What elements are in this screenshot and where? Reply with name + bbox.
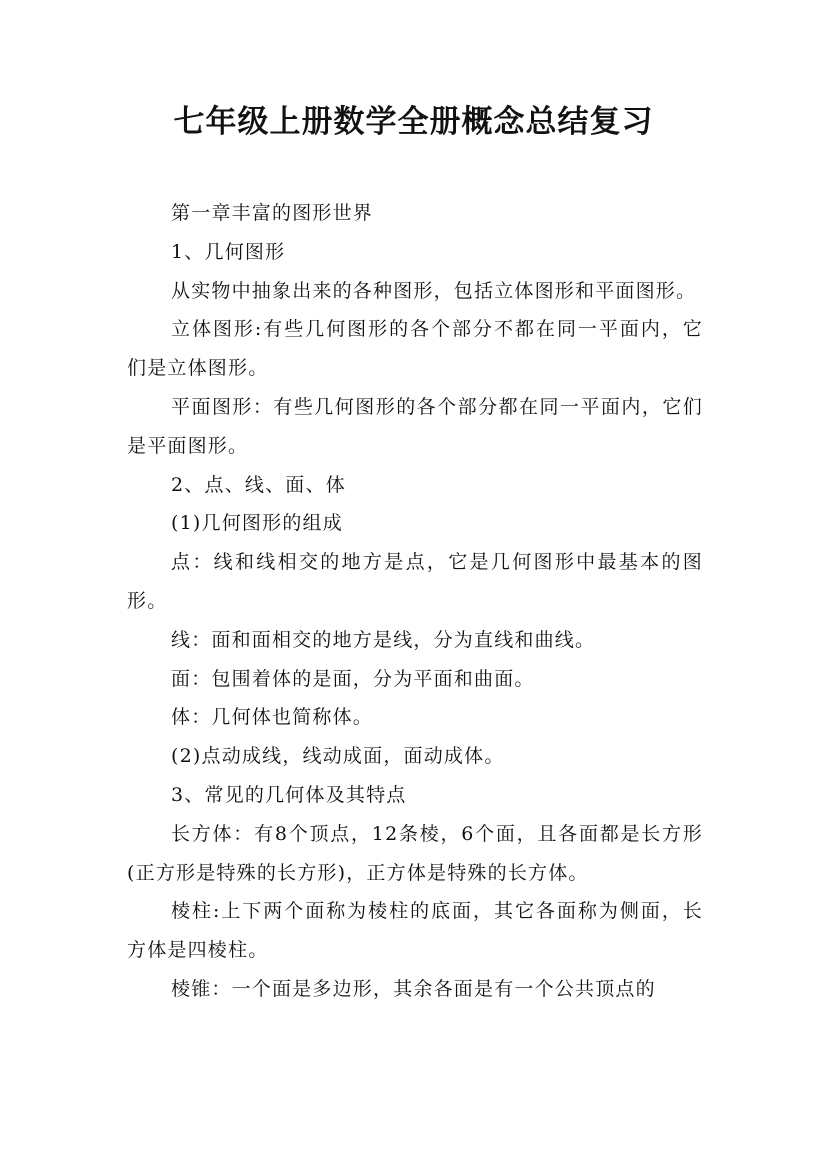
paragraph-plane-figures: 平面图形：有些几何图形的各个部分都在同一平面内，它们是平面图形。 xyxy=(127,395,703,457)
chapter-heading: 第一章丰富的图形世界 xyxy=(171,202,374,224)
section-heading-geometric-figures: 1、几何图形 xyxy=(171,240,286,263)
paragraph-surface: 面：包围着体的是面，分为平面和曲面。 xyxy=(171,667,535,690)
subsection-heading-composition: (1)几何图形的组成 xyxy=(171,512,343,535)
section-heading-common-solids: 3、常见的几何体及其特点 xyxy=(171,783,407,806)
paragraph-pyramid: 棱锥：一个面是多边形，其余各面是有一个公共顶点的 xyxy=(171,977,656,1000)
document-body xyxy=(127,194,703,1009)
paragraph-motion: (2)点动成线，线动成面，面动成体。 xyxy=(171,745,505,768)
paragraph-geometric-figures-definition: 从实物中抽象出来的各种图形，包括立体图形和平面图形。 xyxy=(171,279,697,302)
paragraph-solid-figures: 立体图形:有些几何图形的各个部分不都在同一平面内，它们是立体图形。 xyxy=(127,318,703,380)
paragraph-prism: 棱柱:上下两个面称为棱柱的底面，其它各面称为侧面，长方体是四棱柱。 xyxy=(127,900,703,962)
document-title: 七年级上册数学全册概念总结复习 xyxy=(173,104,654,140)
paragraph-solid: 体：几何体也简称体。 xyxy=(171,706,374,729)
paragraph-line: 线：面和面相交的地方是线，分为直线和曲线。 xyxy=(171,628,596,651)
section-heading-point-line-surface-solid: 2、点、线、面、体 xyxy=(171,473,346,496)
paragraph-cuboid: 长方体：有8个顶点，12条棱，6个面，且各面都是长方形(正方形是特殊的长方形)，正方体是特殊的长方体。 xyxy=(127,822,703,884)
paragraph-point: 点：线和线相交的地方是点，它是几何图形中最基本的图形。 xyxy=(127,551,703,612)
